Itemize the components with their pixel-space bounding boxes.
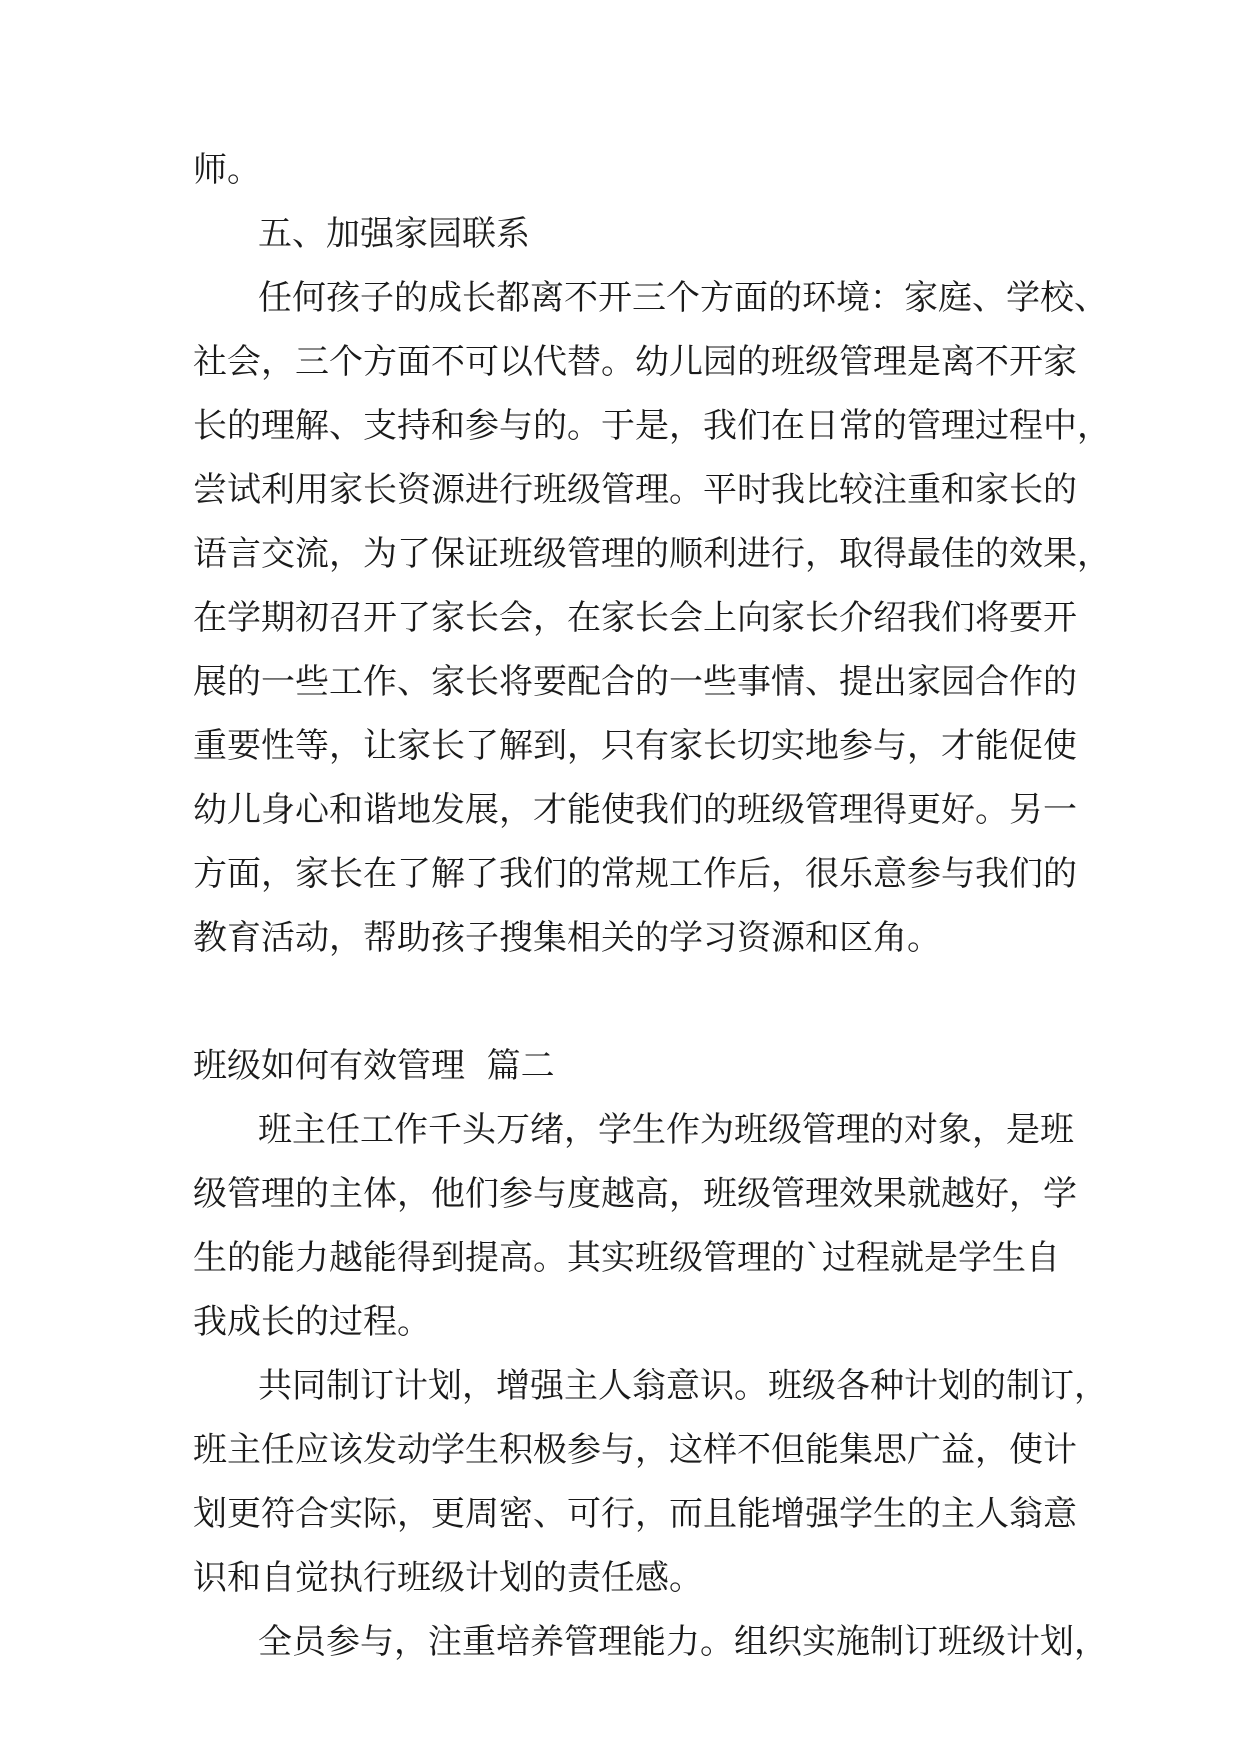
section-heading: 五、加强家园联系 [258,214,530,254]
paragraph-line: 共同制订计划，增强主人翁意识。班级各种计划的制订， [258,1366,1108,1406]
paragraph-line: 我成长的过程。 [193,1302,431,1342]
paragraph-line: 级管理的主体，他们参与度越高，班级管理效果就越好，学 [193,1174,1077,1214]
paragraph-line: 班主任应该发动学生积极参与，这样不但能集思广益，使计 [193,1430,1077,1470]
paragraph-line: 幼儿身心和谐地发展，才能使我们的班级管理得更好。另一 [193,790,1077,830]
paragraph-line: 在学期初召开了家长会，在家长会上向家长介绍我们将要开 [193,598,1077,638]
article-title: 班级如何有效管理 篇二 [193,1046,555,1086]
paragraph-line: 识和自觉执行班级计划的责任感。 [193,1558,703,1598]
paragraph-line: 生的能力越能得到提高。其实班级管理的`过程就是学生自 [193,1238,1060,1278]
previous-paragraph-tail: 师。 [193,150,261,190]
paragraph-line: 划更符合实际，更周密、可行，而且能增强学生的主人翁意 [193,1494,1077,1534]
paragraph-line: 方面，家长在了解了我们的常规工作后，很乐意参与我们的 [193,854,1077,894]
paragraph-line: 全员参与，注重培养管理能力。组织实施制订班级计划， [258,1622,1108,1662]
paragraph-line: 语言交流，为了保证班级管理的顺利进行，取得最佳的效果， [193,534,1111,574]
paragraph-line: 展的一些工作、家长将要配合的一些事情、提出家园合作的 [193,662,1077,702]
paragraph-line: 长的理解、支持和参与的。于是，我们在日常的管理过程中， [193,406,1111,446]
paragraph-line: 任何孩子的成长都离不开三个方面的环境：家庭、学校、 [258,278,1108,318]
paragraph-line: 重要性等，让家长了解到，只有家长切实地参与，才能促使 [193,726,1077,766]
paragraph-line: 班主任工作千头万绪，学生作为班级管理的对象，是班 [258,1110,1074,1150]
paragraph-line: 尝试利用家长资源进行班级管理。平时我比较注重和家长的 [193,470,1077,510]
paragraph-line: 社会，三个方面不可以代替。幼儿园的班级管理是离不开家 [193,342,1077,382]
paragraph-line: 教育活动，帮助孩子搜集相关的学习资源和区角。 [193,918,941,958]
